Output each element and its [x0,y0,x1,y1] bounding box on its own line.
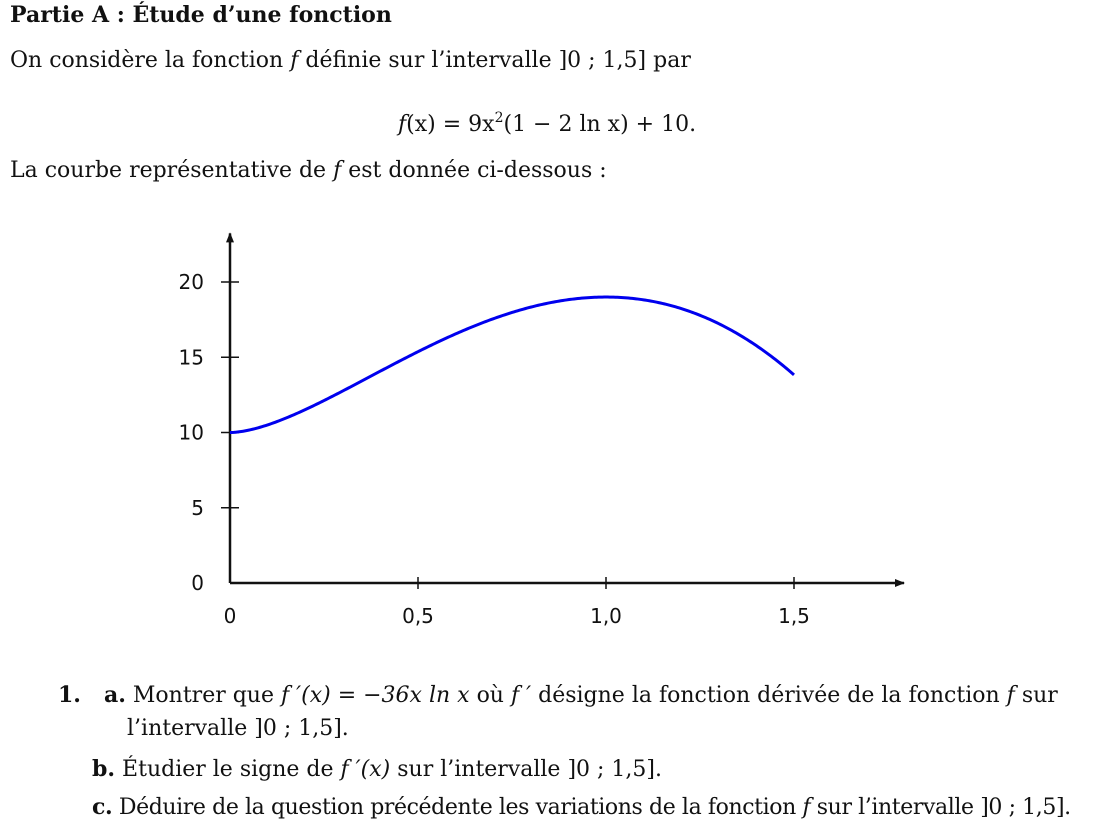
y-tick-label: 10 [178,420,204,445]
function-formula [398,112,696,137]
curve-text-end: est donnée ci-dessous : [348,158,607,183]
y-tick-label: 15 [178,345,204,370]
question-a-fprime: f ′ [510,683,532,708]
question-1a-line1 [58,682,1058,708]
question-b-text1: Étudier le signe de [122,757,334,782]
question-c-text1: Déduire de la question précédente les variations de la fonction [118,795,796,820]
formula-lhs: (x) = 9x [406,112,495,137]
curve-f-symbol: f [333,158,342,183]
function-graph [150,195,930,635]
question-1b [92,756,662,782]
formula-rhs: (1 − 2 ln x) + 10. [503,112,697,137]
x-tick-label: 0,5 [402,604,434,628]
intro-text-end: définie sur l’intervalle ]0 ; 1,5] par [305,48,691,73]
question-a-f: f [1006,683,1015,708]
x-tick-label: 1,0 [590,604,622,628]
x-tick-label: 0 [223,604,237,628]
question-number: 1. [58,682,81,708]
question-c-letter: c. [92,794,113,820]
formula-exponent: 2 [494,110,504,126]
question-a-text3: désigne la fonction dérivée de la fonction [538,683,1000,708]
question-b-letter: b. [92,756,116,782]
question-1c [92,794,1071,820]
intro-f-symbol: f [290,48,299,73]
section-title: Partie A : Étude d’une fonction [10,2,392,28]
question-a-fprime-expr: f ′(x) = −36x ln x [281,683,470,708]
y-tick-label: 0 [191,571,204,595]
function-curve [230,297,794,432]
question-b-text2: sur l’intervalle ]0 ; 1,5]. [397,757,662,782]
y-tick-label: 5 [191,495,204,520]
x-tick-label: 1,5 [778,604,810,628]
question-a-letter: a. [103,682,126,708]
intro-text-start: On considère la fonction [10,48,284,73]
question-a-text1: Montrer que [132,683,274,708]
y-tick-label: 20 [178,270,204,294]
question-b-fprime: f ′(x) [340,757,391,782]
curve-text-start: La courbe représentative de [10,158,327,183]
curve-paragraph [10,158,607,183]
question-1a-line2: l’intervalle ]0 ; 1,5]. [127,716,349,741]
formula-f: f [398,112,407,137]
question-c-text2: sur l’intervalle ]0 ; 1,5]. [816,795,1071,820]
intro-paragraph [10,48,691,73]
question-a-text4: sur [1021,683,1058,708]
question-c-f: f [802,795,811,820]
question-a-text2: où [476,683,504,708]
